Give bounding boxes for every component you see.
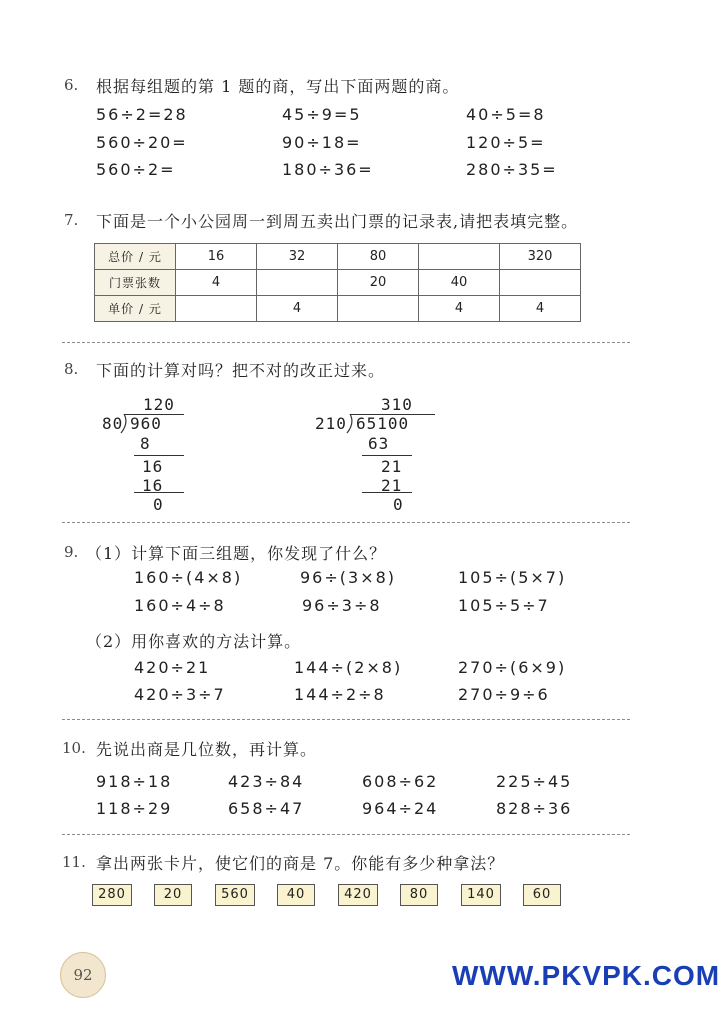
q6-expr: 40÷5=8	[466, 105, 546, 124]
division-bracket-icon	[118, 412, 128, 434]
calc1-step: 8	[140, 434, 151, 453]
table-cell: 80	[338, 244, 419, 270]
table-row	[95, 270, 581, 296]
q10-expr: 658÷47	[228, 799, 305, 818]
q10-expr: 828÷36	[496, 799, 573, 818]
q6-expr: 90÷18=	[282, 133, 362, 152]
number-card[interactable]: 80	[400, 884, 438, 906]
calc2-remainder: 0	[393, 495, 404, 514]
table-cell	[257, 270, 338, 296]
q10-expr: 118÷29	[96, 799, 173, 818]
q10-expr: 964÷24	[362, 799, 439, 818]
page-number-badge: 92	[60, 952, 106, 998]
q6-expr: 560÷20=	[96, 133, 188, 152]
subtraction-line	[134, 455, 184, 456]
table-cell	[500, 270, 581, 296]
calc2-step: 21	[381, 457, 403, 476]
q6-expr: 280÷35=	[466, 160, 558, 179]
watermark: WWW.PKVPK.COM	[452, 960, 721, 991]
table-cell: 320	[500, 244, 581, 270]
q6-number: 6.	[64, 76, 79, 94]
calc2-dividend: 65100	[356, 414, 410, 433]
calc1-dividend: 960	[130, 414, 162, 433]
row-header: 总价 / 元	[95, 244, 176, 270]
calc2-divisor: 210	[315, 414, 347, 433]
table-cell	[419, 244, 500, 270]
q9-expr: 96÷3÷8	[302, 596, 382, 615]
calc1-step: 16	[142, 476, 164, 495]
table-cell: 16	[176, 244, 257, 270]
q9-expr: 160÷4÷8	[134, 596, 226, 615]
q7-prompt: 下面是一个小公园周一到周五卖出门票的记录表,请把表填完整。	[96, 212, 579, 231]
ticket-record-table	[94, 243, 581, 322]
row-header: 门票张数	[95, 270, 176, 296]
table-row	[95, 296, 581, 322]
section-divider	[62, 522, 630, 523]
calc2-step: 63	[368, 434, 390, 453]
section-divider	[62, 342, 630, 343]
number-card[interactable]: 20	[154, 884, 192, 906]
subtraction-line	[134, 492, 184, 493]
calc1-step: 16	[142, 457, 164, 476]
q9-expr: 270÷(6×9)	[458, 658, 567, 677]
q9-expr: 105÷5÷7	[458, 596, 550, 615]
table-cell	[176, 296, 257, 322]
q11-prompt: 拿出两张卡片，使它们的商是 7。你能有多少种拿法？	[96, 854, 505, 873]
q8-number: 8.	[64, 360, 79, 378]
number-card[interactable]: 420	[338, 884, 378, 906]
q8-prompt: 下面的计算对吗？把不对的改正过来。	[96, 361, 386, 380]
q9-expr: 420÷3÷7	[134, 685, 226, 704]
table-cell: 20	[338, 270, 419, 296]
calc2-quotient: 310	[381, 395, 413, 414]
number-card[interactable]: 280	[92, 884, 132, 906]
q9-number: 9.	[64, 543, 79, 561]
table-cell	[338, 296, 419, 322]
q6-expr: 180÷36=	[282, 160, 374, 179]
table-cell: 4	[419, 296, 500, 322]
q9-part2-label: （2）用你喜欢的方法计算。	[86, 632, 302, 651]
row-header: 单价 / 元	[95, 296, 176, 322]
table-cell: 4	[176, 270, 257, 296]
q9-expr: 144÷(2×8)	[294, 658, 403, 677]
division-bracket-icon	[344, 412, 354, 434]
q10-number: 10.	[62, 739, 86, 757]
table-cell: 40	[419, 270, 500, 296]
calc1-quotient: 120	[143, 395, 175, 414]
q6-expr: 120÷5=	[466, 133, 546, 152]
table-row	[95, 244, 581, 270]
q6-prompt: 根据每组题的第 1 题的商，写出下面两题的商。	[96, 77, 460, 96]
q6-expr: 56÷2=28	[96, 105, 188, 124]
calc1-remainder: 0	[153, 495, 164, 514]
q6-expr: 45÷9=5	[282, 105, 362, 124]
q10-expr: 225÷45	[496, 772, 573, 791]
q9-expr: 96÷(3×8)	[300, 568, 397, 587]
number-card[interactable]: 40	[277, 884, 315, 906]
q9-expr: 160÷(4×8)	[134, 568, 243, 587]
number-card[interactable]: 560	[215, 884, 255, 906]
q11-number: 11.	[62, 853, 86, 871]
calc1-divisor: 80	[102, 414, 124, 433]
table-cell: 4	[257, 296, 338, 322]
q6-expr: 560÷2=	[96, 160, 176, 179]
q9-expr: 270÷9÷6	[458, 685, 550, 704]
table-cell: 32	[257, 244, 338, 270]
number-card[interactable]: 60	[523, 884, 561, 906]
q10-expr: 608÷62	[362, 772, 439, 791]
number-card[interactable]: 140	[461, 884, 501, 906]
q10-expr: 918÷18	[96, 772, 173, 791]
q7-number: 7.	[64, 211, 79, 229]
calc2-step: 21	[381, 476, 403, 495]
q10-expr: 423÷84	[228, 772, 305, 791]
q10-prompt: 先说出商是几位数，再计算。	[96, 740, 318, 759]
section-divider	[62, 834, 630, 835]
subtraction-line	[362, 455, 412, 456]
q9-part1-label: （1）计算下面三组题，你发现了什么？	[86, 544, 387, 563]
subtraction-line	[362, 492, 412, 493]
table-cell: 4	[500, 296, 581, 322]
section-divider	[62, 719, 630, 720]
q9-expr: 105÷(5×7)	[458, 568, 567, 587]
q9-expr: 144÷2÷8	[294, 685, 386, 704]
q9-expr: 420÷21	[134, 658, 211, 677]
